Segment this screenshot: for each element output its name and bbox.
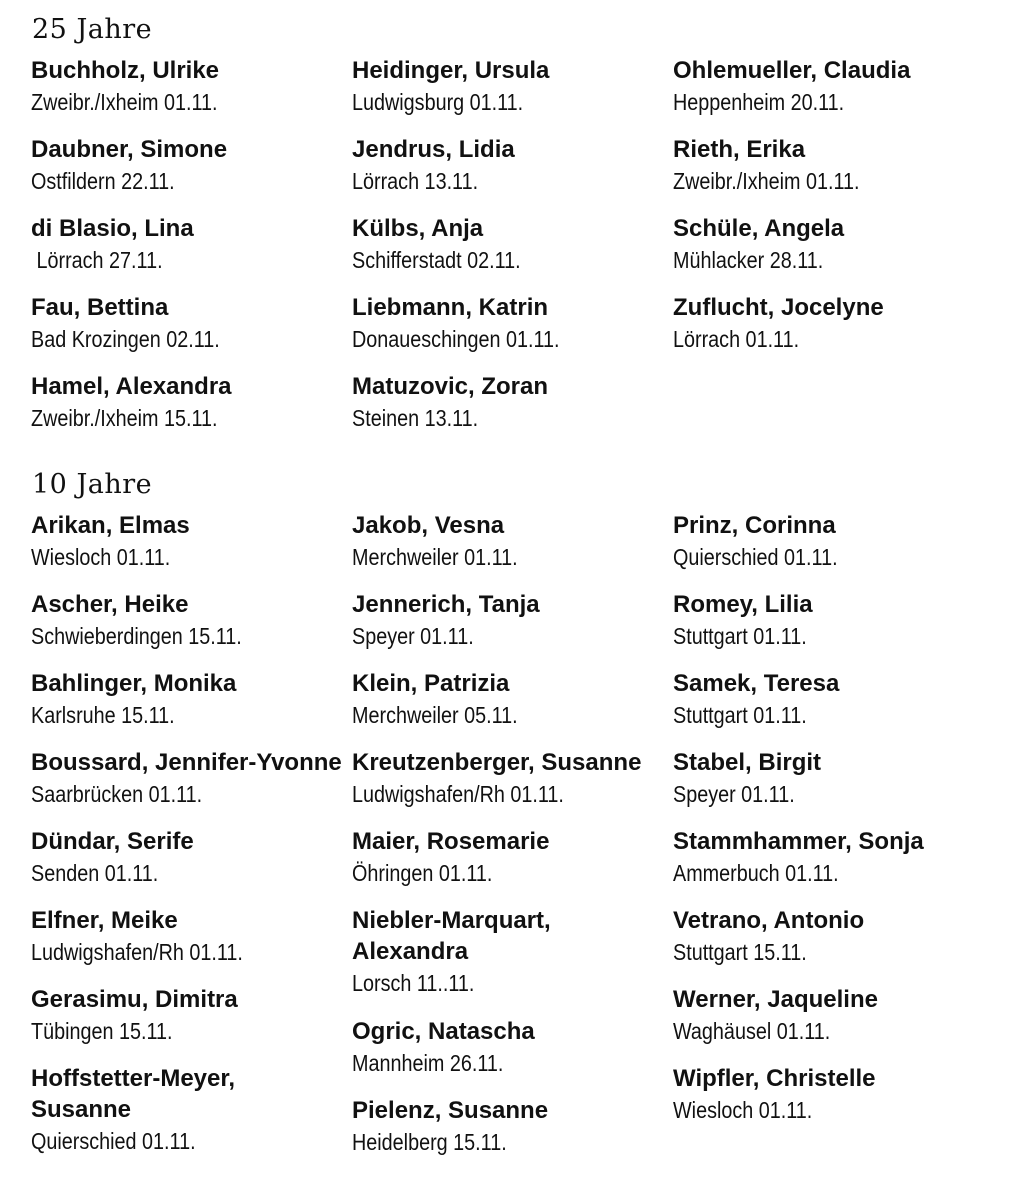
location-date: Schifferstadt 02.11. [352,247,521,273]
list-item [352,589,682,652]
location-date: Ludwigsburg 01.11. [352,89,524,115]
person-name: Vetrano, Antonio [673,907,865,934]
person-name: Bahlinger, Monika [31,670,237,697]
list-item [31,510,361,573]
location-date: Steinen 13.11. [352,405,479,431]
list-item [352,134,682,197]
list-item [673,984,1003,1047]
list-item [673,55,1003,118]
list-item [31,826,361,889]
person-name: Stabel, Birgit [673,749,822,776]
person-name: Fau, Bettina [31,294,169,321]
list-item [352,826,682,889]
location-date: Lorsch 11..11. [352,970,475,996]
person-name: Romey, Lilia [673,591,813,618]
person-name: Elfner, Meike [31,907,178,934]
list-item [673,668,1003,731]
list-item [352,747,682,810]
person-name-line-1: Hoffstetter-Meyer, [31,1065,236,1092]
list-item [673,826,1003,889]
location-date: Donaueschingen 01.11. [352,326,560,352]
person-name: Maier, Rosemarie [352,828,550,855]
location-date: Karlsruhe 15.11. [31,702,175,728]
person-name-line-1: Niebler-Marquart, [352,907,551,934]
list-item [352,371,682,434]
person-name: Jennerich, Tanja [352,591,540,618]
person-name-line-2: Alexandra [352,938,469,965]
list-item [31,668,361,731]
location-date: Schwieberdingen 15.11. [31,623,242,649]
person-name: Werner, Jaqueline [673,986,878,1013]
section-title: 10 Jahre [32,469,153,500]
person-name: Wipfler, Christelle [673,1065,876,1092]
person-name: Jakob, Vesna [352,512,505,539]
list-item [31,134,361,197]
location-date: Merchweiler 05.11. [352,702,518,728]
location-date: Speyer 01.11. [673,781,795,807]
location-date: Heidelberg 15.11. [352,1129,507,1155]
list-item [673,905,1003,968]
location-date: Zweibr./Ixheim 01.11. [673,168,860,194]
list-item [352,1016,682,1079]
list-item [352,510,682,573]
person-name: Ogric, Natascha [352,1018,535,1045]
location-date: Lörrach 13.11. [352,168,479,194]
list-item [673,747,1003,810]
location-date: Merchweiler 01.11. [352,544,518,570]
location-date: Ammerbuch 01.11. [673,860,839,886]
person-name: Liebmann, Katrin [352,294,549,321]
list-item [31,213,361,276]
person-name: di Blasio, Lina [31,215,194,242]
location-date: Bad Krozingen 02.11. [31,326,220,352]
list-item [31,55,361,118]
person-name: Prinz, Corinna [673,512,836,539]
person-name: Kreutzenberger, Susanne [352,749,642,776]
location-date: Quierschied 01.11. [673,544,838,570]
person-name: Samek, Teresa [673,670,840,697]
location-date: Stuttgart 01.11. [673,702,807,728]
location-date: Öhringen 01.11. [352,860,493,886]
list-item [31,292,361,355]
list-item [673,213,1003,276]
person-name: Dündar, Serife [31,828,194,855]
person-name: Rieth, Erika [673,136,806,163]
section-title: 25 Jahre [32,14,153,45]
location-date: Zweibr./Ixheim 01.11. [31,89,218,115]
person-name: Külbs, Anja [352,215,484,242]
list-item [673,134,1003,197]
list-item [673,589,1003,652]
location-date: Tübingen 15.11. [31,1018,173,1044]
person-name: Klein, Patrizia [352,670,510,697]
list-item [352,292,682,355]
location-date: Mühlacker 28.11. [673,247,824,273]
person-name: Ascher, Heike [31,591,189,618]
location-date: Senden 01.11. [31,860,159,886]
location-date: Ludwigshafen/Rh 01.11. [352,781,564,807]
person-name: Schüle, Angela [673,215,845,242]
list-item [31,747,361,810]
list-item [673,292,1003,355]
person-name: Jendrus, Lidia [352,136,515,163]
person-name: Boussard, Jennifer-Yvonne [31,749,342,776]
list-item [31,371,361,434]
list-item [352,213,682,276]
location-date: Lörrach 01.11. [673,326,800,352]
location-date: Wiesloch 01.11. [31,544,171,570]
person-name: Hamel, Alexandra [31,373,232,400]
person-name: Stammhammer, Sonja [673,828,924,855]
list-item [352,55,682,118]
person-name: Gerasimu, Dimitra [31,986,238,1013]
location-date: Wiesloch 01.11. [673,1097,813,1123]
location-date: Lörrach 27.11. [31,247,163,273]
location-date: Saarbrücken 01.11. [31,781,203,807]
list-item [352,905,682,999]
location-date: Mannheim 26.11. [352,1050,504,1076]
location-date: Stuttgart 15.11. [673,939,807,965]
location-date: Zweibr./Ixheim 15.11. [31,405,218,431]
person-name: Heidinger, Ursula [352,57,550,84]
person-name-line-2: Susanne [31,1096,132,1123]
person-name: Pielenz, Susanne [352,1097,549,1124]
person-name: Matuzovic, Zoran [352,373,549,400]
location-date: Ostfildern 22.11. [31,168,175,194]
list-item [673,510,1003,573]
list-item [31,984,361,1047]
person-name: Buchholz, Ulrike [31,57,220,84]
list-item [673,1063,1003,1126]
location-date: Waghäusel 01.11. [673,1018,831,1044]
location-date: Heppenheim 20.11. [673,89,845,115]
location-date: Quierschied 01.11. [31,1128,196,1154]
person-name: Ohlemueller, Claudia [673,57,911,84]
list-item [31,589,361,652]
list-item [352,668,682,731]
location-date: Speyer 01.11. [352,623,474,649]
person-name: Zuflucht, Jocelyne [673,294,884,321]
list-item [31,1063,361,1157]
location-date: Ludwigshafen/Rh 01.11. [31,939,243,965]
list-item [31,905,361,968]
person-name: Arikan, Elmas [31,512,190,539]
location-date: Stuttgart 01.11. [673,623,807,649]
person-name: Daubner, Simone [31,136,228,163]
list-item [352,1095,682,1158]
